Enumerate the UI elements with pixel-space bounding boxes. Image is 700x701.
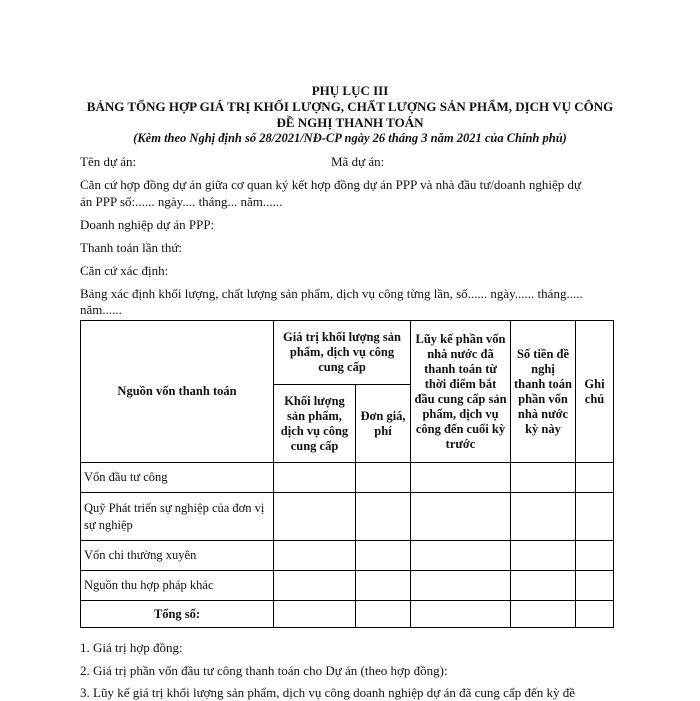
table-cell	[274, 571, 356, 601]
contract-basis-line-2: án PPP số:...... ngày.... tháng... năm......	[80, 194, 283, 209]
footer-item-3: 3. Lũy kế giá trị khối lượng sản phẩm, dịch vụ công doanh nghiệp dự án đã cung cấp đến kỳ đề	[80, 685, 575, 700]
table-cell	[511, 601, 576, 628]
header-cumulative: Lũy kế phần vốn nhà nước đã thanh toán từ thời điểm bắt đầu cung cấp sản phẩm, dịch vụ công đến cuối kỳ trước	[411, 321, 511, 463]
table-basis-line-1: Bảng xác định khối lượng, chất lượng sản phẩm, dịch vụ công từng lần, số...... ngày...... tháng.....	[80, 286, 583, 301]
table-header-row	[81, 321, 614, 385]
row-source-label: Nguồn thu hợp pháp khác	[81, 571, 274, 601]
contract-basis-line-1: Căn cứ hợp đồng dự án giữa cơ quan ký kết hợp đồng dự án PPP và nhà đầu tư/doanh nghiệp dự	[80, 177, 582, 192]
project-code-field: Mã dự án:	[331, 154, 385, 169]
row-source-label: Vốn đầu tư công	[81, 463, 274, 493]
table-cell	[576, 601, 614, 628]
footer-item-1: 1. Giá trị hợp đồng:	[80, 640, 183, 655]
table-cell	[274, 541, 356, 571]
table-cell	[576, 493, 614, 541]
payment-summary-table	[80, 320, 614, 628]
table-row	[81, 541, 614, 571]
header-note: Ghi chú	[576, 321, 614, 463]
table-cell	[411, 493, 511, 541]
document-title-line-2: ĐỀ NGHỊ THANH TOÁN	[276, 115, 424, 130]
table-cell	[511, 463, 576, 493]
table-cell	[411, 601, 511, 628]
table-cell	[411, 541, 511, 571]
table-cell	[356, 493, 411, 541]
table-cell	[274, 601, 356, 628]
project-name-field: Tên dự án:	[80, 154, 137, 169]
row-source-label: Quỹ Phát triển sự nghiệp của đơn vị sự nghiệp	[81, 493, 274, 541]
table-cell	[356, 541, 411, 571]
table-cell	[576, 463, 614, 493]
header-value-group: Giá trị khối lượng sản phẩm, dịch vụ công cung cấp	[274, 321, 411, 385]
table-cell	[411, 463, 511, 493]
header-source: Nguồn vốn thanh toán	[81, 321, 274, 463]
table-basis-line-2: năm......	[80, 302, 122, 317]
table-row	[81, 493, 614, 541]
table-cell	[356, 601, 411, 628]
determination-basis-field: Căn cứ xác định:	[80, 263, 169, 278]
table-total-row	[81, 601, 614, 628]
table-cell	[511, 541, 576, 571]
enterprise-field: Doanh nghiệp dự án PPP:	[80, 217, 215, 232]
table-cell	[576, 571, 614, 601]
header-payment-request: Số tiền đề nghị thanh toán phần vốn nhà nước kỳ này	[511, 321, 576, 463]
table-row	[81, 463, 614, 493]
table-cell	[356, 571, 411, 601]
total-label: Tổng số:	[81, 601, 274, 628]
payment-number-field: Thanh toán lần thứ:	[80, 240, 182, 255]
table-cell	[274, 463, 356, 493]
row-source-label: Vốn chi thường xuyên	[81, 541, 274, 571]
table-cell	[576, 541, 614, 571]
table-cell	[511, 493, 576, 541]
footer-item-2: 2. Giá trị phần vốn đầu tư công thanh toán cho Dự án (theo hợp đồng):	[80, 663, 448, 678]
document-subtitle: (Kèm theo Nghị định số 28/2021/NĐ-CP ngày 26 tháng 3 năm 2021 của Chính phủ)	[133, 131, 567, 145]
header-quantity: Khối lượng sản phẩm, dịch vụ công cung cấp	[274, 385, 356, 463]
table-cell	[274, 493, 356, 541]
table-cell	[411, 571, 511, 601]
appendix-heading: PHỤ LỤC III	[311, 83, 389, 98]
document-title-line-1: BẢNG TỔNG HỢP GIÁ TRỊ KHỐI LƯỢNG, CHẤT LƯỢNG SẢN PHẨM, DỊCH VỤ CÔNG	[86, 99, 614, 114]
table-cell	[511, 571, 576, 601]
table-cell	[356, 463, 411, 493]
table-row	[81, 571, 614, 601]
header-unit-price: Đơn giá, phí	[356, 385, 411, 463]
